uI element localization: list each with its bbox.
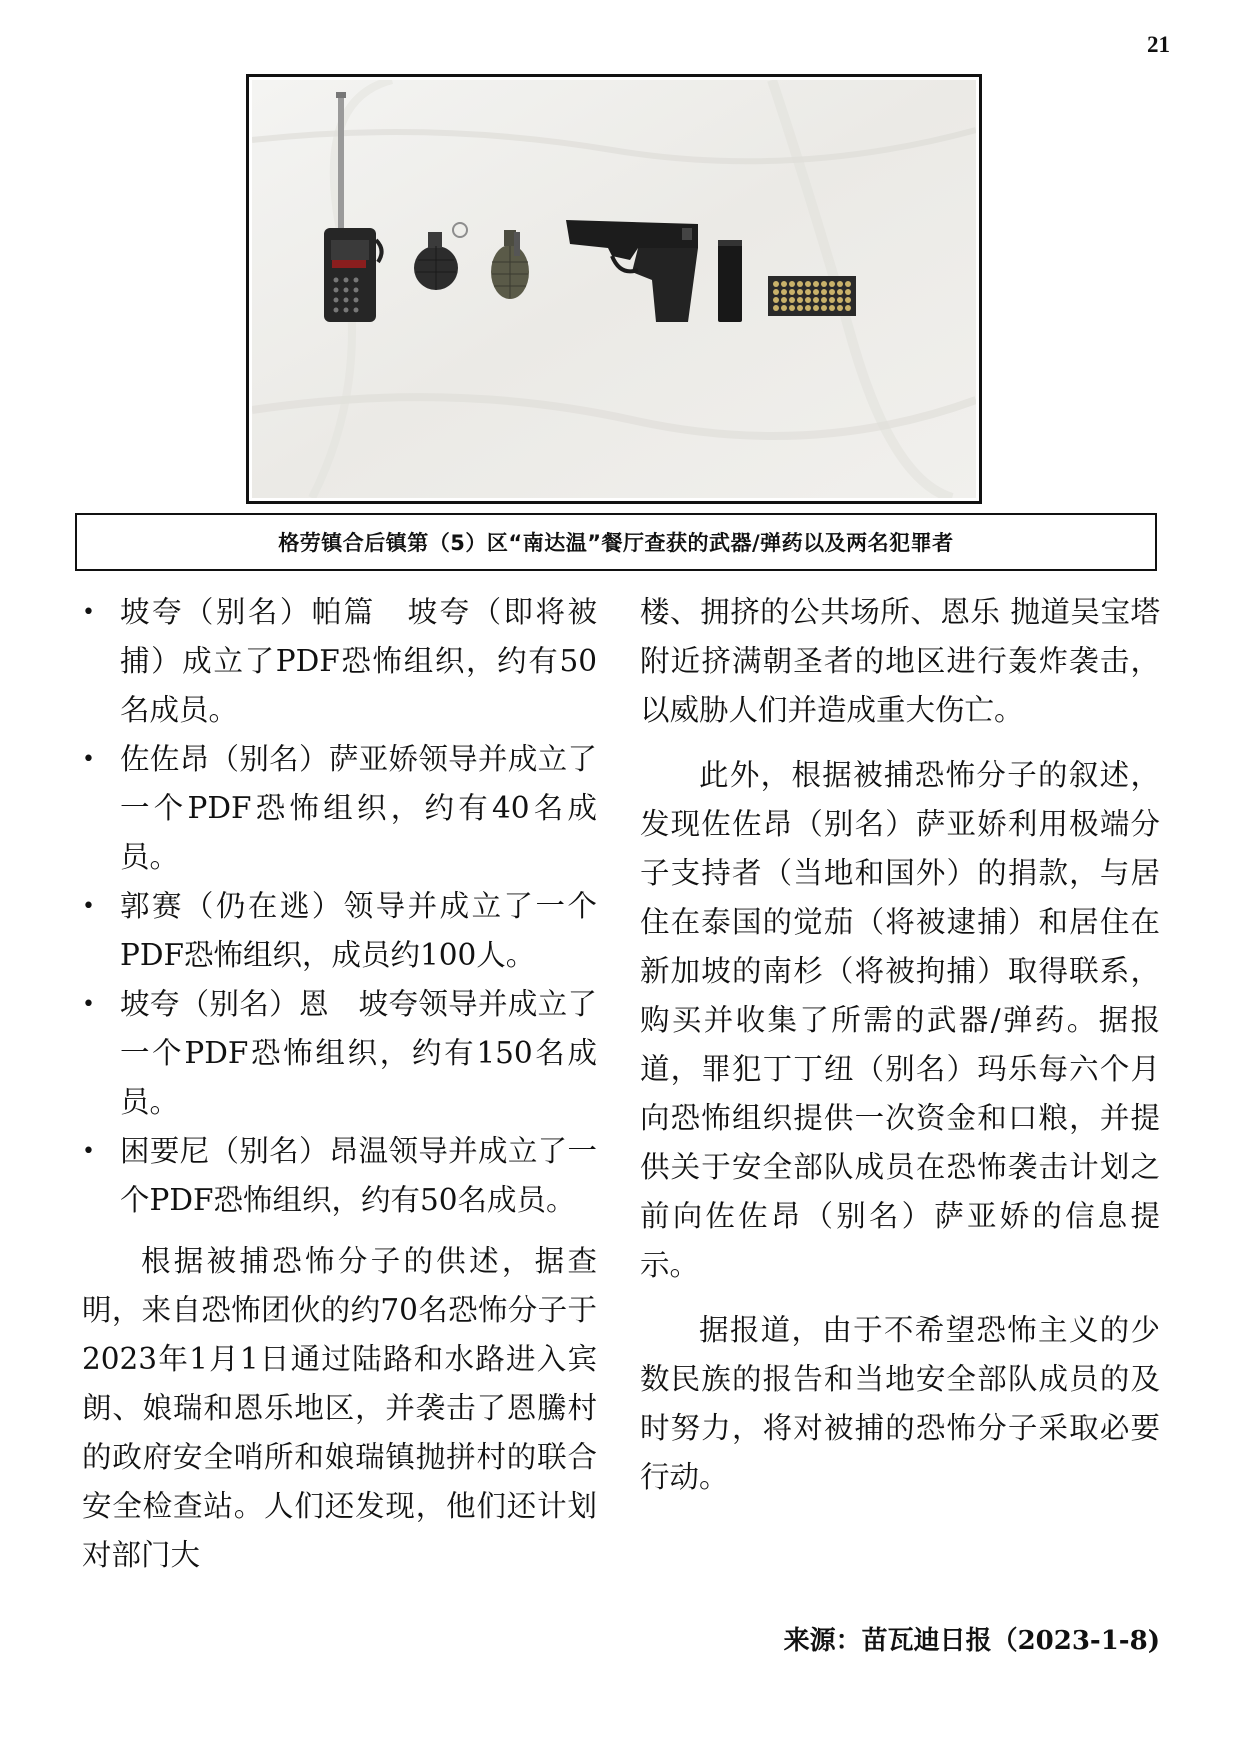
bullet-item: • 佐佐昂（别名）萨亚娇领导并成立了一个PDF恐怖组织，约有40名成员。 <box>82 735 597 882</box>
body-paragraph-continuation: 楼、拥挤的公共场所、恩乐 抛道吴宝塔附近挤满朝圣者的地区进行轰炸袭击，以威胁人们并造成重大伤亡。 <box>640 595 1160 727</box>
page-number: 21 <box>1147 32 1170 57</box>
bullet-item: • 困要尼（别名）昂温领导并成立了一个PDF恐怖组织，约有50名成员。 <box>82 1127 597 1225</box>
bullet-item: • 坡夸（别名）帕篇 坡夸（即将被捕）成立了PDF恐怖组织，约有50名成员。 <box>82 588 597 735</box>
body-paragraph: 据报道，由于不希望恐怖主义的少数民族的报告和当地安全部队成员的及时努力，将对被捕的恐怖分子采取必要行动。 <box>640 1313 1160 1494</box>
seized-weapons-image <box>252 80 976 498</box>
ammunition-icon <box>768 276 856 316</box>
bullet-list <box>82 588 597 1225</box>
bullet-item: • 郭赛（仍在逃）领导并成立了一个PDF恐怖组织，成员约100人。 <box>82 882 597 980</box>
source-attribution: 来源：苗瓦迪日报（2023-1-8) <box>783 1626 1160 1656</box>
photo-caption: 格劳镇合后镇第（5）区“南达温”餐厅查获的武器/弹药以及两名犯罪者 <box>75 513 1157 571</box>
magazine-icon <box>718 240 742 322</box>
body-paragraph: 根据被捕恐怖分子的供述，据查明，来自恐怖团伙的约70名恐怖分子于2023年1月1日通过陆路和水路进入宾朗、娘瑞和恩乐地区，并袭击了恩騰村的政府安全哨所和娘瑞镇抛拼村的联合安全检查站。人们还发现，他们还计划对部门大 <box>82 1244 597 1572</box>
left-column <box>82 588 597 1580</box>
bullet-item: • 坡夸（别名）恩 坡夸领导并成立了一个PDF恐怖组织，约有150名成员。 <box>82 980 597 1127</box>
body-paragraph: 此外，根据被捕恐怖分子的叙述，发现佐佐昂（别名）萨亚娇利用极端分子支持者（当地和国外）的捐款，与居住在泰国的觉茄（将被逮捕）和居住在新加坡的南杉（将被拘捕）取得联系，购买并收集了所需的武器/弹药。据报道，罪犯丁丁纽（别名）玛乐每六个月向恐怖组织提供一次资金和口粮，并提供关于安全部队成员在恐怖袭击计划之前向佐佐昂（别名）萨亚娇的信息提示。 <box>640 758 1160 1282</box>
photo-seized-weapons <box>246 74 982 504</box>
right-column <box>640 588 1160 1502</box>
